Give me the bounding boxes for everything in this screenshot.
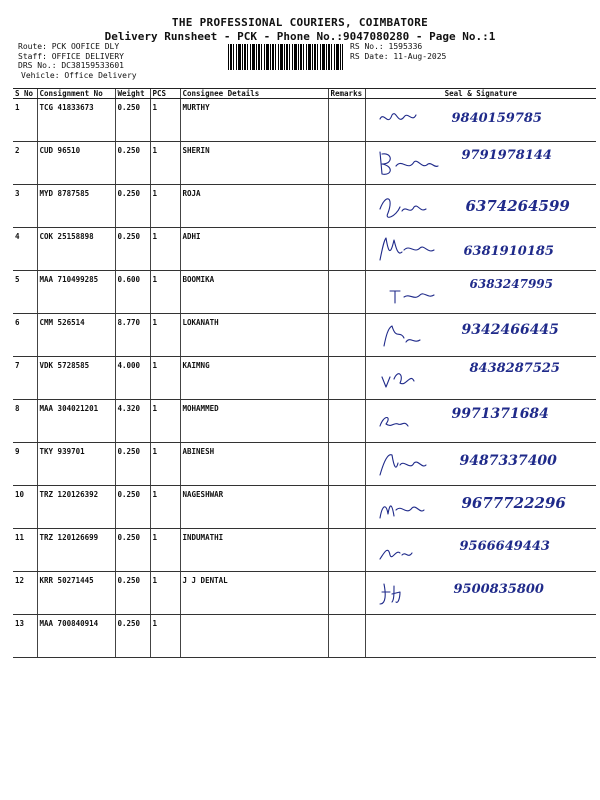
handwritten-phone: 6374264599 (465, 197, 570, 215)
handwritten-phone: 6381910185 (463, 244, 554, 259)
handwritten-phone: 8438287525 (469, 361, 560, 376)
row-remarks (328, 357, 365, 400)
signature-scribble (374, 230, 464, 270)
row-consignment: KRR 50271445 (37, 572, 115, 615)
table-row (13, 357, 596, 400)
row-pcs: 1 (150, 142, 180, 185)
row-consignment: CUD 96510 (37, 142, 115, 185)
row-consignment: MAA 304021201 (37, 400, 115, 443)
table-row (13, 271, 596, 314)
row-pcs: 1 (150, 99, 180, 142)
row-sno: 3 (13, 185, 37, 228)
table-row (13, 529, 596, 572)
row-consignee: ROJA (180, 185, 328, 228)
row-sno: 11 (13, 529, 37, 572)
handwritten-phone: 6383247995 (469, 277, 553, 291)
signature-scribble (374, 531, 464, 571)
col-signature: Seal & Signature (365, 89, 596, 99)
row-weight: 0.600 (115, 271, 150, 314)
row-remarks (328, 142, 365, 185)
row-consignment: TRZ 120126699 (37, 529, 115, 572)
rs-date: RS Date: 11-Aug-2025 (350, 51, 447, 61)
row-weight: 0.250 (115, 486, 150, 529)
row-signature (365, 529, 596, 572)
row-consignment: MAA 710499285 (37, 271, 115, 314)
row-pcs: 1 (150, 185, 180, 228)
row-weight: 8.770 (115, 314, 150, 357)
row-weight: 0.250 (115, 572, 150, 615)
row-remarks (328, 99, 365, 142)
signature-scribble (374, 359, 464, 399)
col-remarks: Remarks (328, 89, 365, 99)
drs-line: DRS No.: DC38159533601 (18, 61, 124, 70)
row-consignment: TRZ 120126392 (37, 486, 115, 529)
signature-scribble (374, 574, 464, 614)
signature-scribble (374, 445, 464, 485)
handwritten-phone: 9342466445 (461, 322, 559, 338)
table-row (13, 572, 596, 615)
signature-scribble (374, 488, 464, 528)
col-sno: S No (13, 89, 37, 99)
row-consignee: BOOMIKA (180, 271, 328, 314)
row-consignment: TCG 41833673 (37, 99, 115, 142)
row-sno: 1 (13, 99, 37, 142)
row-sno: 8 (13, 400, 37, 443)
handwritten-phone: 9500835800 (453, 582, 544, 597)
col-pcs: PCS (150, 89, 180, 99)
barcode-image (228, 44, 343, 70)
row-consignment: CMM 526514 (37, 314, 115, 357)
handwritten-phone: 9566649443 (459, 539, 550, 554)
signature-scribble (374, 101, 464, 141)
row-consignee: SHERIN (180, 142, 328, 185)
row-weight: 4.320 (115, 400, 150, 443)
row-weight: 0.250 (115, 529, 150, 572)
row-signature (365, 400, 596, 443)
row-signature (365, 486, 596, 529)
row-remarks (328, 314, 365, 357)
row-signature (365, 443, 596, 486)
delivery-table (13, 88, 596, 658)
row-sno: 5 (13, 271, 37, 314)
row-signature (365, 314, 596, 357)
row-weight: 0.250 (115, 99, 150, 142)
row-consignee: MOHAMMED (180, 400, 328, 443)
row-sno: 12 (13, 572, 37, 615)
row-signature (365, 185, 596, 228)
row-remarks (328, 400, 365, 443)
route-line: Route: PCK OOFICE DLY (18, 42, 120, 51)
row-signature (365, 99, 596, 142)
row-signature (365, 357, 596, 400)
table-row (13, 185, 596, 228)
rs-number: RS No.: 1595336 (350, 42, 423, 51)
row-pcs: 1 (150, 615, 180, 658)
table-row (13, 142, 596, 185)
row-consignment: TKY 939701 (37, 443, 115, 486)
handwritten-phone: 9791978144 (461, 148, 552, 163)
row-sno: 2 (13, 142, 37, 185)
row-remarks (328, 529, 365, 572)
table-row (13, 486, 596, 529)
table-header (13, 89, 596, 99)
row-sno: 13 (13, 615, 37, 658)
row-sno: 4 (13, 228, 37, 271)
row-pcs: 1 (150, 486, 180, 529)
row-consignment: MYD 8787585 (37, 185, 115, 228)
row-remarks (328, 615, 365, 658)
row-weight: 0.250 (115, 443, 150, 486)
table-row (13, 314, 596, 357)
row-sno: 7 (13, 357, 37, 400)
col-weight: Weight (115, 89, 150, 99)
row-sno: 6 (13, 314, 37, 357)
row-signature (365, 572, 596, 615)
table-row (13, 228, 596, 271)
row-consignment: MAA 700840914 (37, 615, 115, 658)
row-consignee: KAIMNG (180, 357, 328, 400)
row-signature (365, 615, 596, 658)
runsheet-subtitle: Delivery Runsheet - PCK - Phone No.:9047080280 - Page No.:1 (104, 30, 496, 43)
row-weight: 4.000 (115, 357, 150, 400)
row-remarks (328, 185, 365, 228)
row-pcs: 1 (150, 400, 180, 443)
table-row (13, 400, 596, 443)
row-sno: 10 (13, 486, 37, 529)
row-consignee: ABINESH (180, 443, 328, 486)
row-pcs: 1 (150, 529, 180, 572)
row-consignee: INDUMATHI (180, 529, 328, 572)
row-consignment: COK 25158898 (37, 228, 115, 271)
row-consignee: J J DENTAL (180, 572, 328, 615)
signature-scribble (374, 402, 464, 442)
row-weight: 0.250 (115, 185, 150, 228)
runsheet-info (350, 42, 446, 61)
handwritten-phone: 9487337400 (459, 453, 557, 469)
company-title: THE PROFESSIONAL COURIERS, COIMBATORE (171, 16, 429, 29)
row-signature (365, 142, 596, 185)
table-row (13, 615, 596, 658)
col-consignee: Consignee Details (180, 89, 328, 99)
handwritten-phone: 9971371684 (451, 406, 549, 422)
handwritten-phone: 9840159785 (451, 111, 542, 126)
row-signature (365, 228, 596, 271)
signature-scribble (374, 316, 464, 356)
row-pcs: 1 (150, 572, 180, 615)
row-weight: 0.250 (115, 142, 150, 185)
row-pcs: 1 (150, 314, 180, 357)
col-consignment: Consignment No (37, 89, 115, 99)
row-weight: 0.250 (115, 615, 150, 658)
row-remarks (328, 443, 365, 486)
table-row (13, 443, 596, 486)
signature-scribble (374, 187, 464, 227)
row-consignee: MURTHY (180, 99, 328, 142)
row-remarks (328, 572, 365, 615)
row-consignee: NAGESHWAR (180, 486, 328, 529)
row-consignee (180, 615, 328, 658)
route-info (18, 42, 137, 80)
table-row (13, 99, 596, 142)
row-pcs: 1 (150, 443, 180, 486)
row-consignee: ADHI (180, 228, 328, 271)
row-consignee: LOKANATH (180, 314, 328, 357)
row-remarks (328, 271, 365, 314)
signature-scribble (374, 144, 464, 184)
row-sno: 9 (13, 443, 37, 486)
signature-scribble (374, 273, 464, 313)
row-remarks (328, 228, 365, 271)
row-signature (365, 271, 596, 314)
row-weight: 0.250 (115, 228, 150, 271)
row-consignment: VDK 5728585 (37, 357, 115, 400)
staff-line: Staff: OFFICE DELIVERY (18, 51, 124, 61)
vehicle-line: Vehicle: Office Delivery (21, 70, 137, 80)
handwritten-phone: 9677722296 (461, 494, 566, 512)
row-pcs: 1 (150, 228, 180, 271)
row-remarks (328, 486, 365, 529)
row-pcs: 1 (150, 357, 180, 400)
row-pcs: 1 (150, 271, 180, 314)
